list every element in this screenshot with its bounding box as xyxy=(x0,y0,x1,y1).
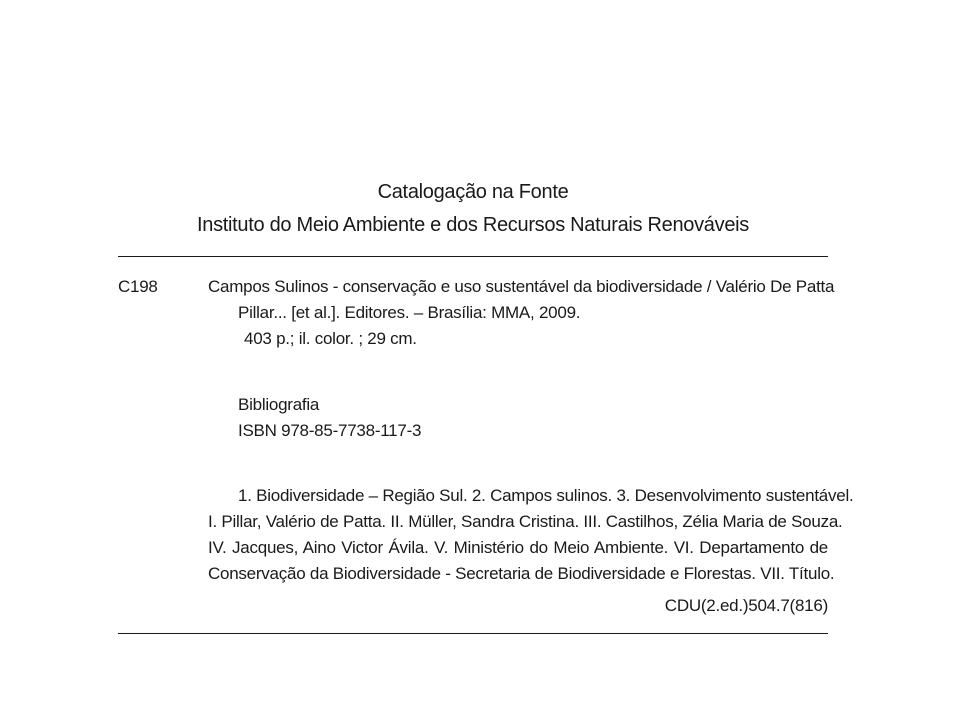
title-line-1: Campos Sulinos - conservação e uso sustentável da biodiversidade / Valério De Patta xyxy=(208,277,835,296)
cdu-classification: CDU(2.ed.)504.7(816) xyxy=(664,596,828,615)
bottom-divider xyxy=(118,633,828,634)
call-number: C198 xyxy=(118,277,158,296)
bibliography-note: Bibliografia xyxy=(238,395,320,414)
title-line-2: Pillar... [et al.]. Editores. – Brasília: MMA, 2009. xyxy=(238,303,581,322)
physical-description: 403 p.; il. color. ; 29 cm. xyxy=(244,329,417,348)
subject-line: 1. Biodiversidade – Região Sul. 2. Campos sulinos. 3. Desenvolvimento sustentável. xyxy=(238,486,854,505)
subject-line: IV. Jacques, Aino Victor Ávila. V. Ministério do Meio Ambiente. VI. Departamento de xyxy=(208,538,828,557)
isbn: ISBN 978-85-7738-117-3 xyxy=(238,421,422,440)
catalog-heading: Catalogação na Fonte xyxy=(377,181,569,203)
institution-name: Instituto do Meio Ambiente e dos Recursos Naturais Renováveis xyxy=(197,214,749,236)
subject-line: I. Pillar, Valério de Patta. II. Müller, Sandra Cristina. III. Castilhos, Zélia Maria de Souza. xyxy=(208,512,843,531)
subject-line: Conservação da Biodiversidade - Secretaria de Biodiversidade e Florestas. VII. Título. xyxy=(208,564,835,583)
top-divider xyxy=(118,256,828,257)
